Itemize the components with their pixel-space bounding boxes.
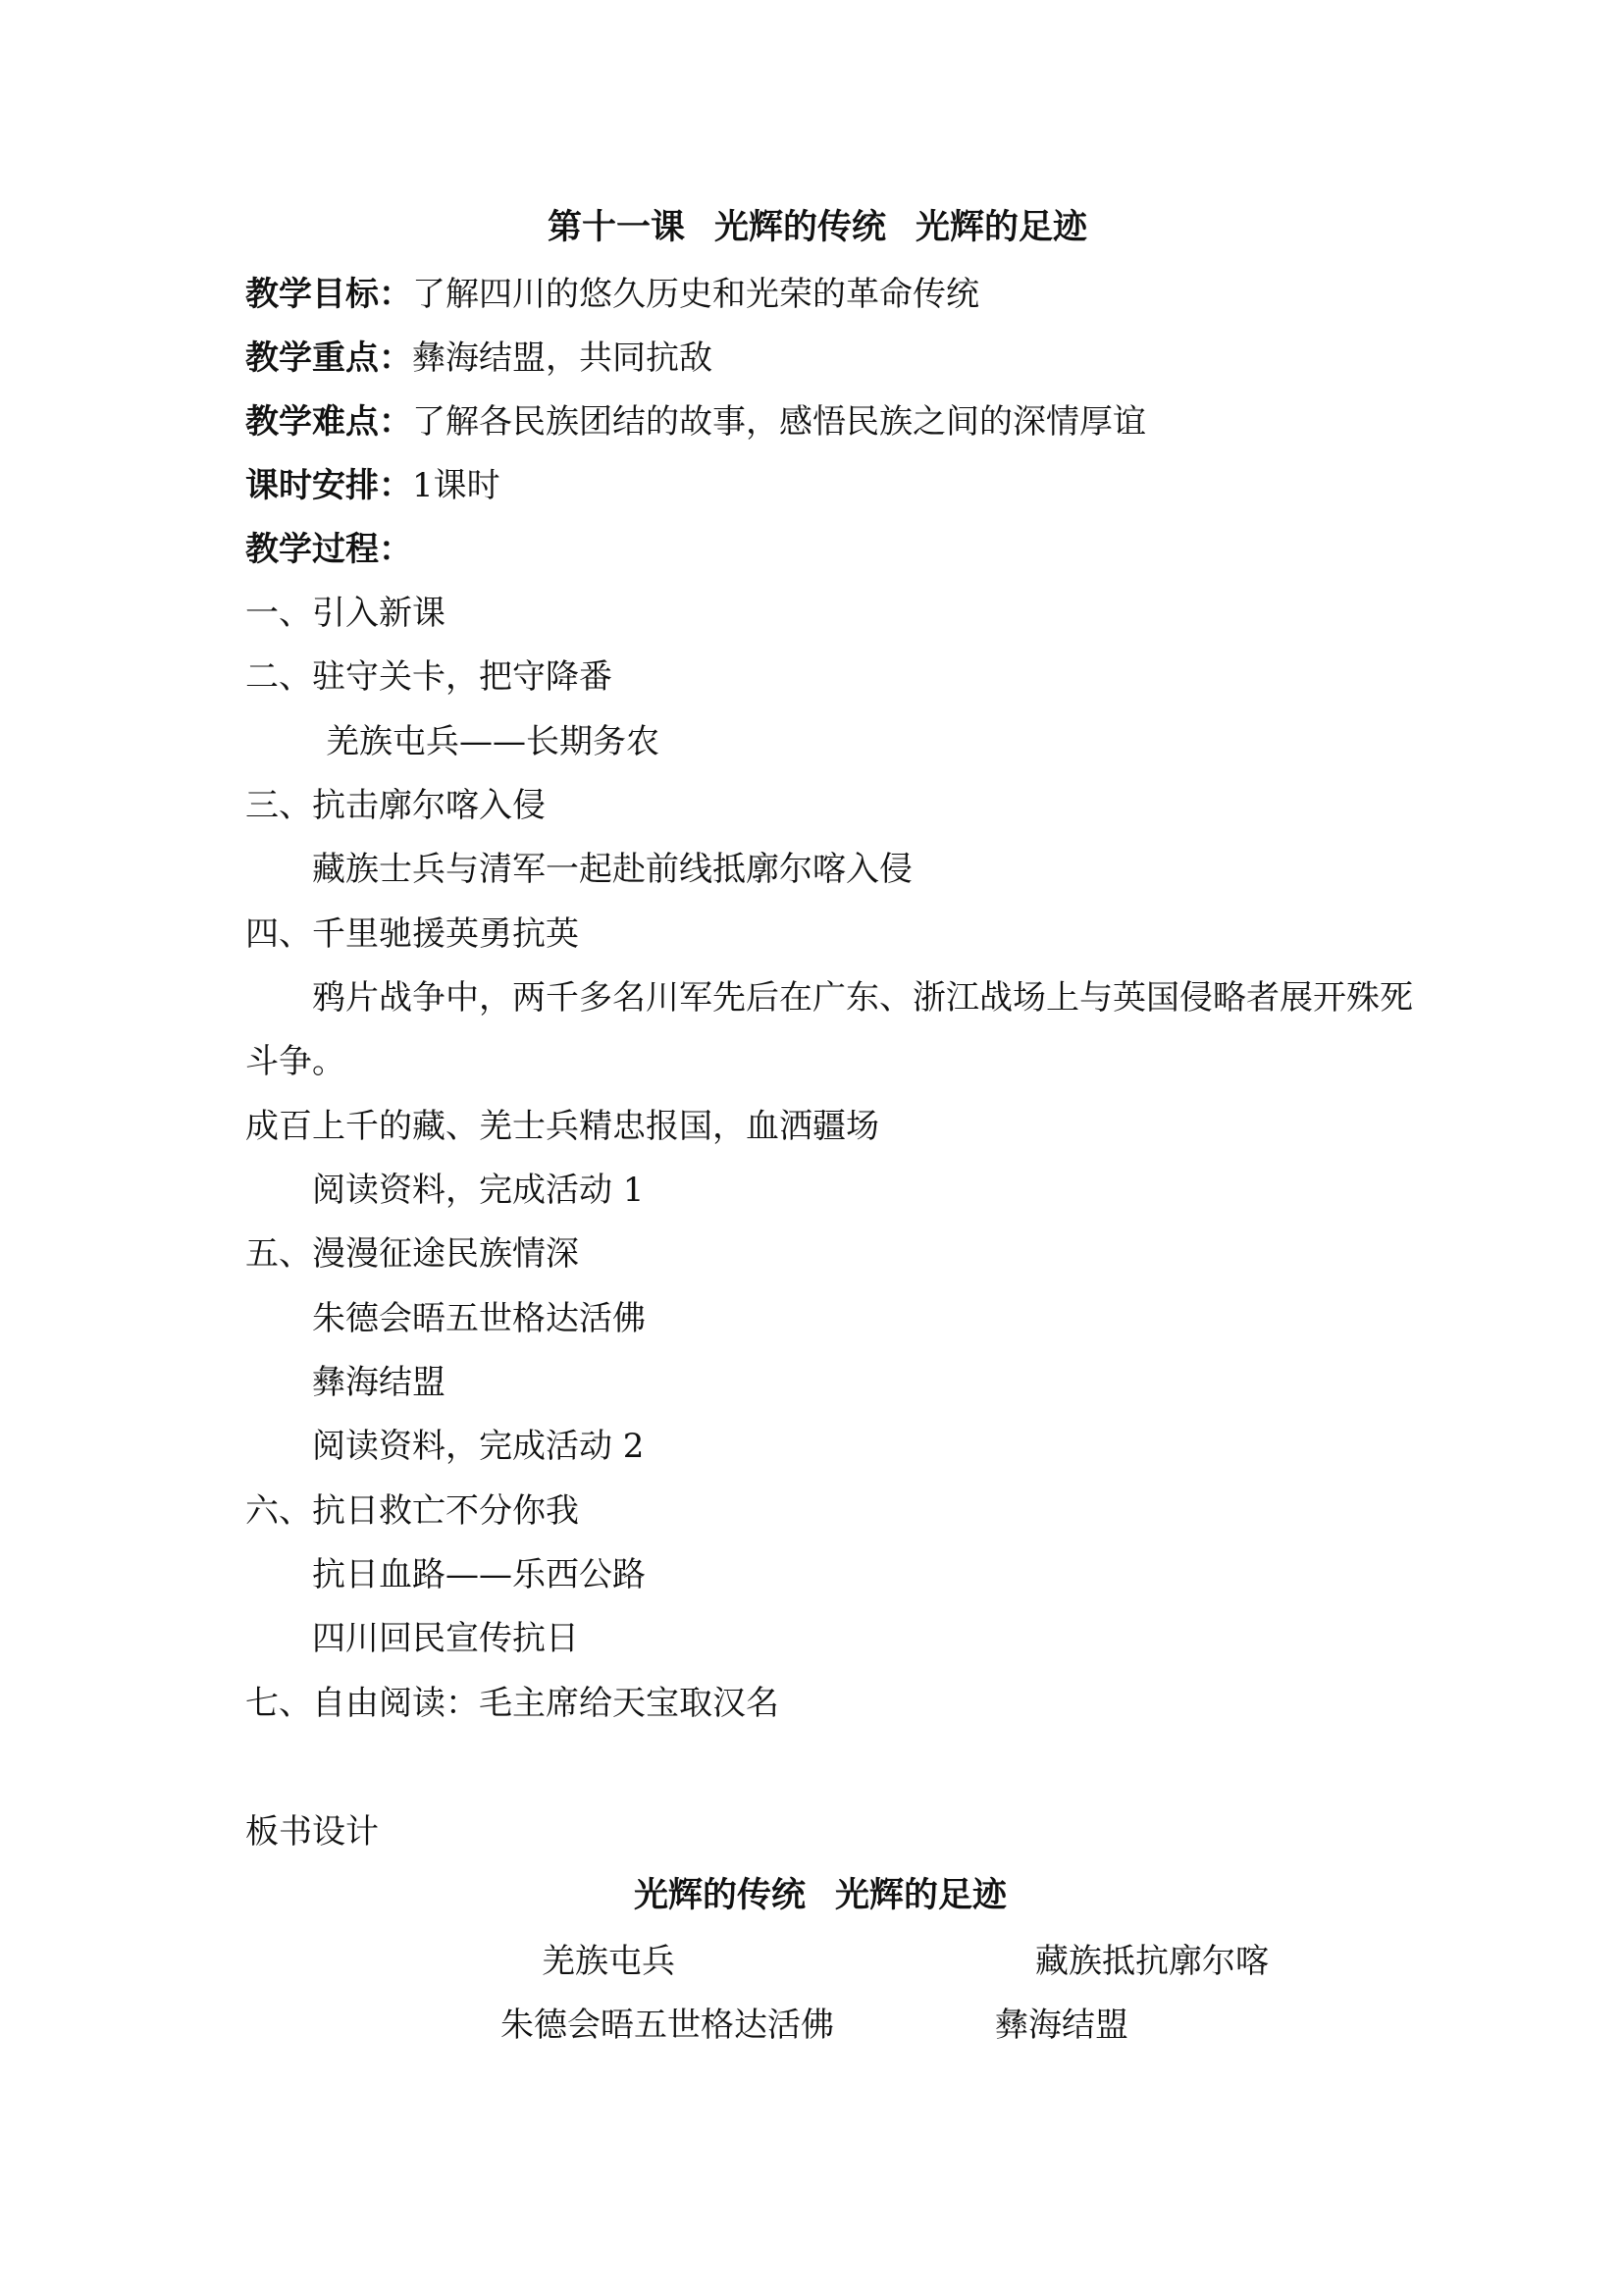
section-3: 三、抗击廓尔喀入侵: [245, 786, 546, 825]
section-5-item-1: 朱德会晤五世格达活佛: [312, 1299, 646, 1338]
lesson-title-part2: 光辉的足迹: [916, 207, 1088, 247]
difficulty-text: 了解各民族团结的故事，感悟民族之间的深情厚谊: [412, 402, 1146, 442]
objective-label: 教学目标：: [245, 275, 412, 314]
section-5-activity: 阅读资料，完成活动 2: [312, 1427, 645, 1466]
class-schedule: [245, 464, 500, 507]
section-5-item-2: 彝海结盟: [312, 1363, 445, 1402]
teaching-difficulty: [245, 400, 1146, 444]
difficulty-label: 教学难点：: [245, 402, 412, 442]
board-item-zhude: 朱德会晤五世格达活佛: [500, 2006, 834, 2045]
section-2: 二、驻守关卡，把守降番: [245, 657, 612, 697]
board-title: [634, 1874, 1007, 1917]
section-4-activity: 阅读资料，完成活动 1: [312, 1171, 645, 1210]
section-2-item: 羌族屯兵——长期务农: [326, 722, 659, 761]
teaching-process-label: 教学过程：: [245, 530, 412, 569]
teaching-objective: [245, 273, 979, 316]
lesson-title: [548, 206, 1087, 249]
section-5: 五、漫漫征途民族情深: [245, 1234, 579, 1274]
section-6-item-1: 抗日血路——乐西公路: [312, 1555, 646, 1594]
board-title-part1: 光辉的传统: [634, 1875, 807, 1915]
board-item-qiang: 羌族屯兵: [542, 1942, 675, 1981]
section-1: 一、引入新课: [245, 594, 445, 633]
objective-text: 了解四川的悠久历史和光荣的革命传统: [412, 275, 979, 314]
lesson-title-part1: 光辉的传统: [714, 207, 887, 247]
teaching-key-point: [245, 337, 712, 380]
board-design-label: 板书设计: [245, 1812, 379, 1852]
key-point-text: 彝海结盟，共同抗敌: [412, 339, 712, 378]
key-point-label: 教学重点：: [245, 339, 412, 378]
board-title-part2: 光辉的足迹: [835, 1875, 1008, 1915]
section-6: 六、抗日救亡不分你我: [245, 1491, 579, 1531]
schedule-text: 1课时: [412, 466, 500, 505]
board-item-yihai: 彝海结盟: [995, 2006, 1128, 2045]
section-4-paragraph-line1: 鸦片战争中，两千多名川军先后在广东、浙江战场上与英国侵略者展开殊死: [312, 978, 1413, 1018]
section-4-paragraph-line2: 斗争。: [245, 1042, 345, 1081]
board-item-tibetan: 藏族抵抗廓尔喀: [1035, 1942, 1269, 1981]
section-4-statement: 成百上千的藏、羌士兵精忠报国，血洒疆场: [245, 1107, 879, 1146]
schedule-label: 课时安排：: [245, 466, 412, 505]
lesson-number: 第十一课: [548, 207, 686, 247]
section-6-item-2: 四川回民宣传抗日: [312, 1619, 579, 1658]
section-4: 四、千里驰援英勇抗英: [245, 914, 579, 954]
section-7: 七、自由阅读：毛主席给天宝取汉名: [245, 1684, 779, 1723]
section-3-item: 藏族士兵与清军一起赴前线抵廓尔喀入侵: [312, 850, 913, 889]
